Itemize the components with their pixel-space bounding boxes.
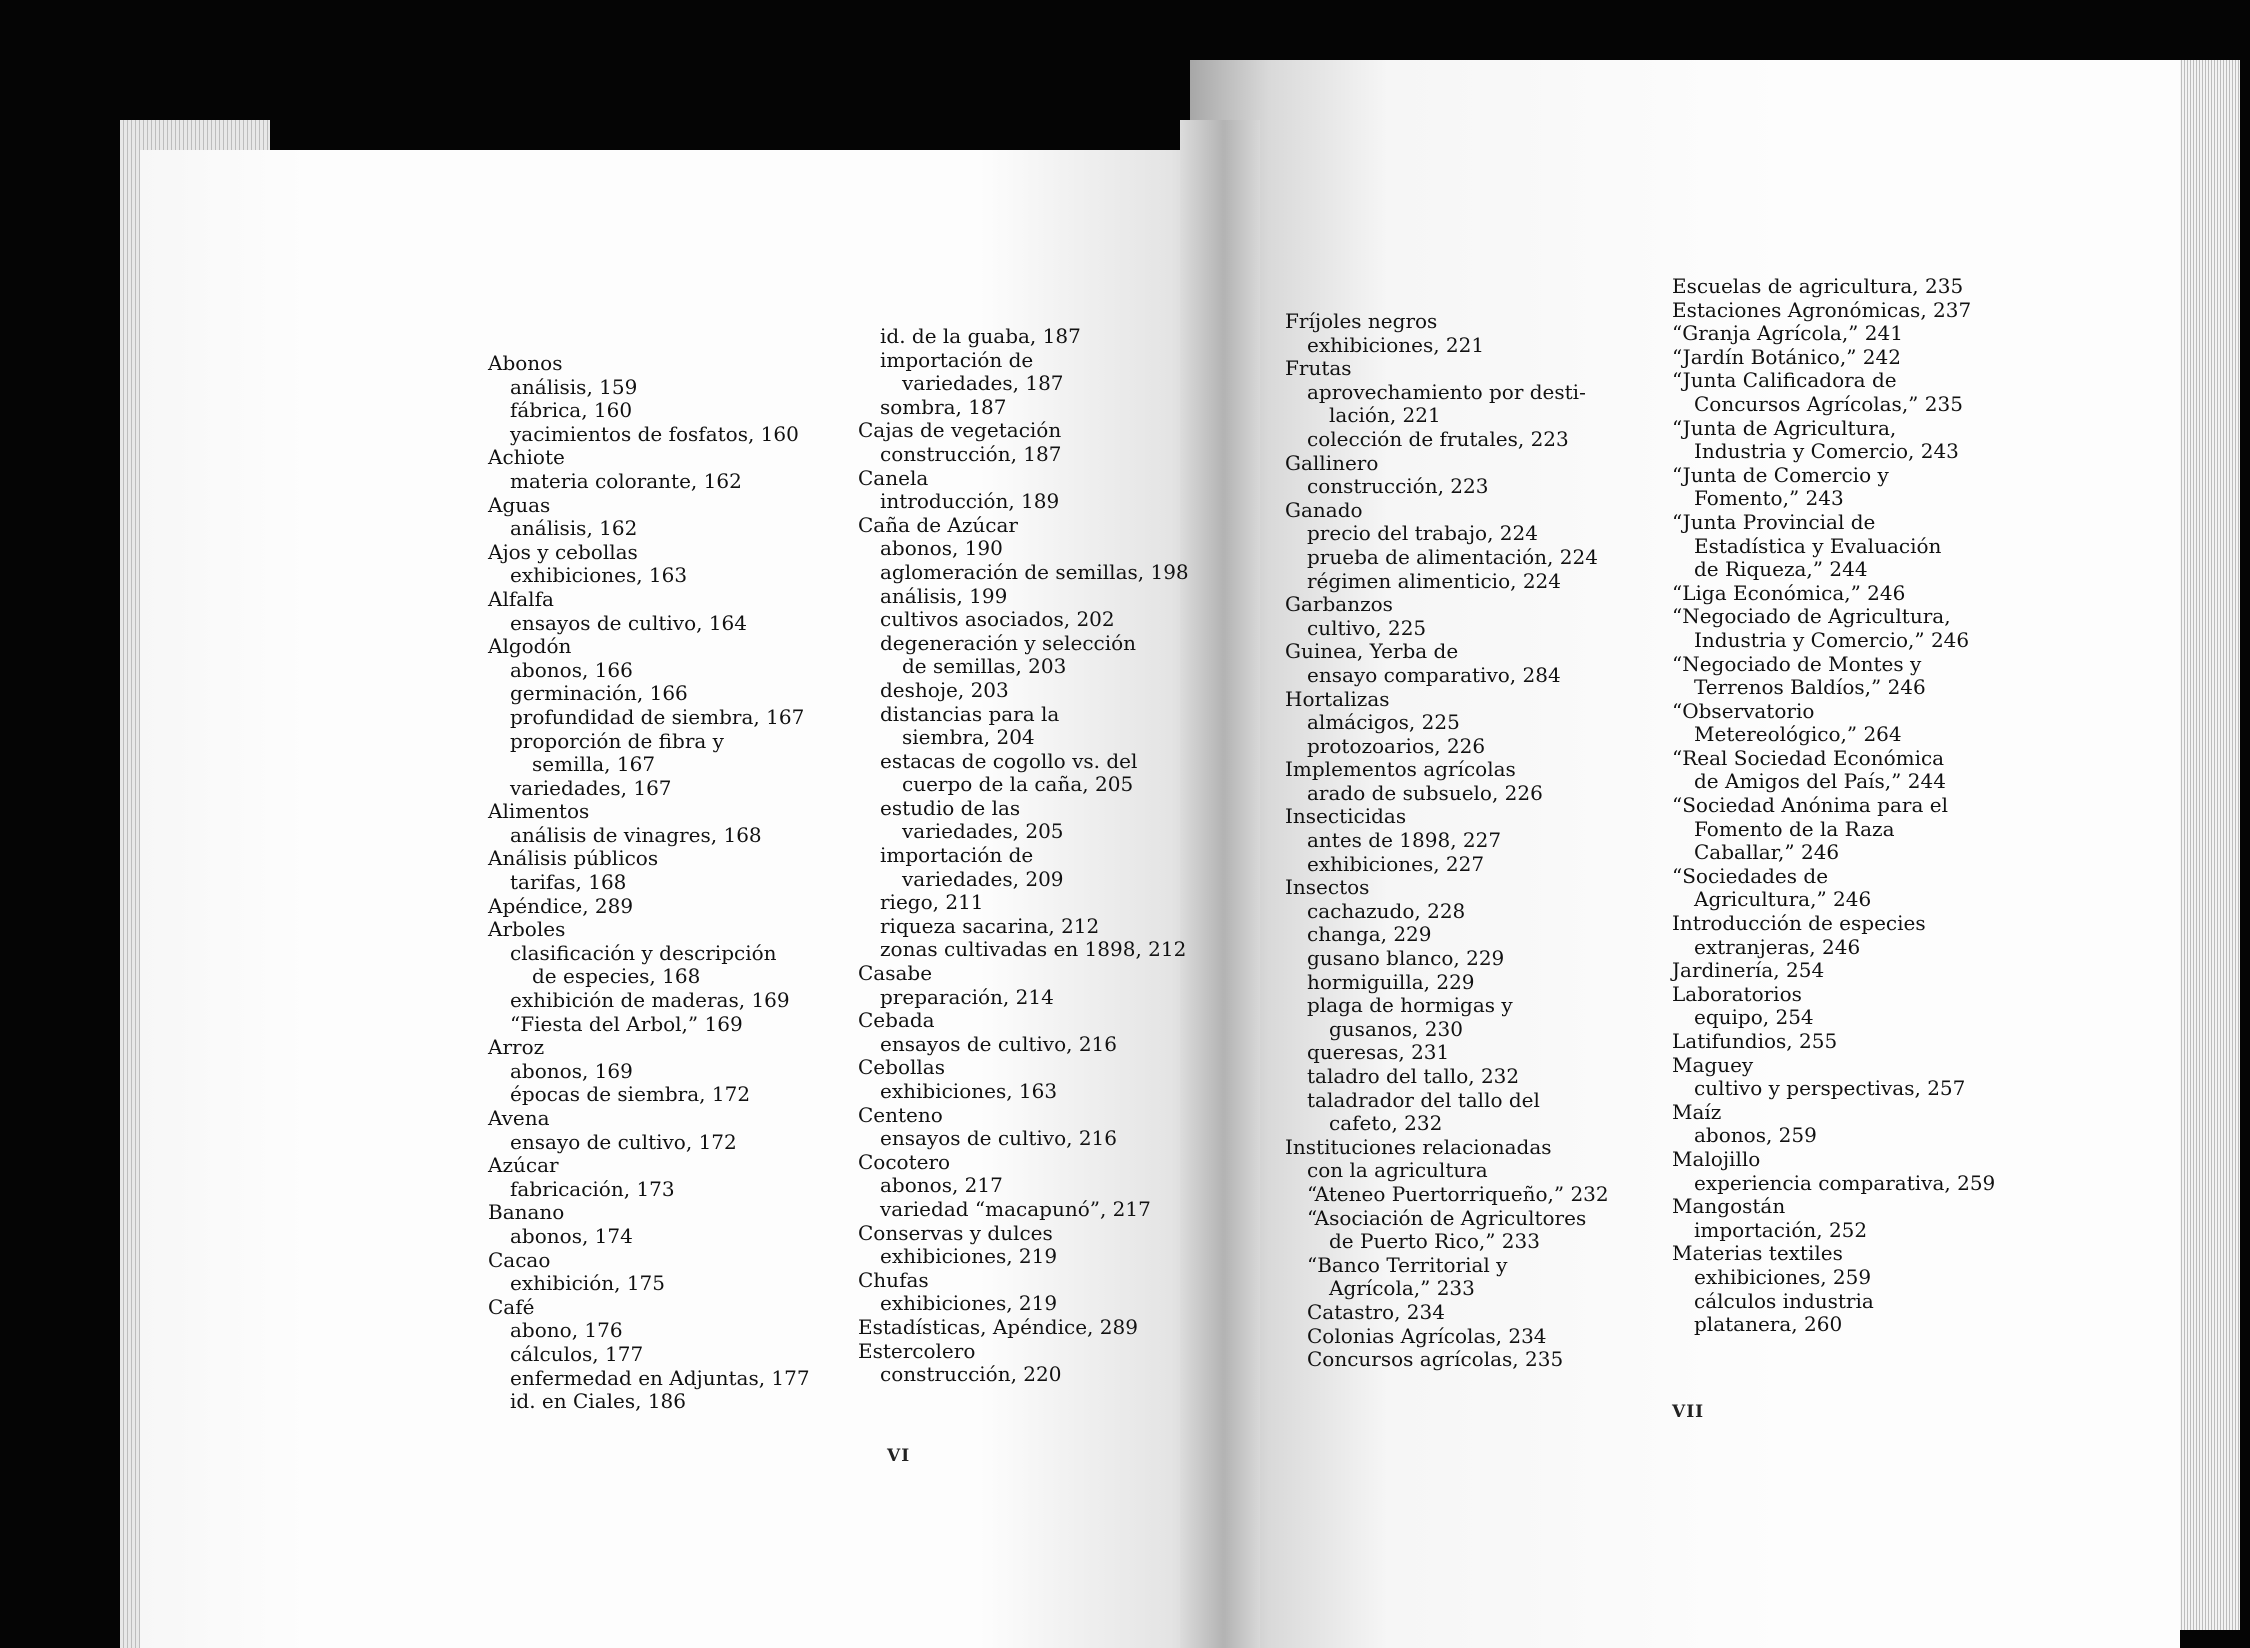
- index-subentry: “Asociación de Agricultores: [1307, 1205, 1587, 1230]
- index-subentry: Fomento,” 243: [1694, 486, 1844, 511]
- index-subentry: Metereológico,” 264: [1694, 722, 1902, 747]
- index-entry: “Observatorio: [1672, 698, 1815, 723]
- index-subentry: importación, 252: [1694, 1217, 1868, 1242]
- index-subentry: Caballar,” 246: [1694, 840, 1840, 865]
- index-subentry: platanera, 260: [1694, 1312, 1843, 1337]
- index-subentry: introducción, 189: [880, 489, 1060, 514]
- index-subentry: fábrica, 160: [510, 398, 633, 423]
- index-subentry: abonos, 166: [510, 657, 633, 682]
- index-subentry: yacimientos de fosfatos, 160: [510, 421, 799, 446]
- right-page-edge: [2170, 60, 2240, 1630]
- index-entry: Fríjoles negros: [1285, 309, 1438, 333]
- index-subentry: siembra, 204: [902, 725, 1035, 750]
- index-entry: Maíz: [1672, 1099, 1722, 1124]
- index-subentry: queresas, 231: [1307, 1040, 1450, 1065]
- index-entry: Conservas y dulces: [858, 1220, 1053, 1245]
- index-subentry: germinación, 166: [510, 681, 688, 706]
- index-subentry: importación de: [880, 843, 1034, 868]
- index-entry: Azúcar: [488, 1153, 559, 1178]
- index-entry: Achiote: [488, 445, 565, 470]
- index-entry: Arroz: [488, 1035, 545, 1060]
- index-entry: Cocotero: [858, 1149, 951, 1174]
- index-entry: Materias textiles: [1672, 1241, 1843, 1266]
- index-subentry: fabricación, 173: [510, 1176, 675, 1201]
- index-entry: Ganado: [1285, 497, 1363, 522]
- index-subentry: cultivo, 225: [1307, 615, 1427, 640]
- index-subentry: equipo, 254: [1694, 1005, 1814, 1030]
- index-subentry: Colonias Agrícolas, 234: [1307, 1323, 1547, 1348]
- index-subentry: zonas cultivadas en 1898, 212: [880, 937, 1187, 962]
- index-subentry: variedades, 209: [902, 866, 1064, 891]
- index-entry: Cacao: [488, 1247, 551, 1272]
- index-column-left-a: [488, 352, 810, 1414]
- index-entry: Implementos agrícolas: [1285, 757, 1516, 782]
- index-subentry: de Amigos del País,” 244: [1694, 769, 1946, 794]
- index-subentry: con la agricultura: [1307, 1158, 1488, 1183]
- index-entry: Alfalfa: [488, 586, 554, 611]
- index-entry: Apéndice, 289: [488, 893, 634, 918]
- book-gutter: [1180, 120, 1260, 1648]
- index-subentry: exhibiciones, 163: [880, 1079, 1058, 1103]
- index-subentry: régimen alimenticio, 224: [1307, 568, 1561, 593]
- index-entry: Canela: [858, 465, 929, 490]
- index-subentry: Concursos agrícolas, 235: [1307, 1347, 1564, 1372]
- index-subentry: materia colorante, 162: [510, 468, 742, 493]
- index-entry: “Junta Calificadora de: [1672, 368, 1897, 393]
- page-number-right: VII: [1672, 1402, 1705, 1422]
- index-subentry: variedades, 187: [902, 371, 1064, 396]
- index-subentry: ensayos de cultivo, 164: [510, 610, 748, 635]
- index-subentry: cálculos industria: [1694, 1288, 1874, 1313]
- index-subentry: clasificación y descripción: [510, 940, 777, 965]
- index-subentry: changa, 229: [1307, 922, 1432, 947]
- index-subentry: aglomeración de semillas, 198: [880, 559, 1189, 584]
- index-entry: Análisis públicos: [488, 846, 659, 871]
- index-subentry: importación de: [880, 347, 1034, 372]
- index-column-right-a: [1285, 310, 1609, 1372]
- index-subentry: ensayos de cultivo, 216: [880, 1031, 1118, 1056]
- index-subentry: exhibiciones, 219: [880, 1291, 1058, 1316]
- index-subentry: construcción, 220: [880, 1362, 1062, 1387]
- index-entry: “Sociedad Anónima para el: [1672, 793, 1948, 818]
- index-subentry: riego, 211: [880, 890, 984, 915]
- index-subentry: épocas de siembra, 172: [510, 1082, 751, 1107]
- index-entry: Chufas: [858, 1267, 929, 1292]
- index-subentry: proporción de fibra y: [510, 728, 724, 753]
- index-subentry: estudio de las: [880, 795, 1021, 820]
- index-entry: Café: [488, 1294, 535, 1319]
- index-subentry: degeneración y selección: [880, 630, 1137, 655]
- index-subentry: Agrícola,” 233: [1329, 1276, 1475, 1301]
- index-subentry: de semillas, 203: [902, 654, 1067, 679]
- index-subentry: exhibiciones, 259: [1694, 1264, 1872, 1289]
- index-entry: Mangostán: [1672, 1194, 1786, 1219]
- index-subentry: de especies, 168: [532, 964, 701, 989]
- index-entry: Cebollas: [858, 1055, 945, 1080]
- index-entry: Frutas: [1285, 356, 1352, 381]
- index-subentry: “Ateneo Puertorriqueño,” 232: [1307, 1181, 1609, 1206]
- index-entry: “Liga Económica,” 246: [1672, 580, 1906, 605]
- index-subentry: almácigos, 225: [1307, 710, 1460, 735]
- index-subentry: precio del trabajo, 224: [1307, 521, 1538, 546]
- index-entry: Estercolero: [858, 1338, 976, 1363]
- index-entry: Hortalizas: [1285, 686, 1390, 711]
- index-entry: Casabe: [858, 961, 933, 986]
- index-entry: Insecticidas: [1285, 804, 1407, 829]
- index-entry: “Junta de Agricultura,: [1672, 415, 1897, 440]
- index-subentry: Concursos Agrícolas,” 235: [1694, 391, 1963, 416]
- index-subentry: taladrador del tallo del: [1307, 1087, 1540, 1112]
- index-entry: “Real Sociedad Económica: [1672, 745, 1945, 770]
- index-subentry: gusano blanco, 229: [1307, 946, 1505, 971]
- index-entry: Gallinero: [1285, 450, 1379, 475]
- index-subentry: análisis, 199: [880, 583, 1008, 608]
- index-subentry: hormiguilla, 229: [1307, 969, 1475, 994]
- index-entry: Latifundios, 255: [1672, 1029, 1838, 1053]
- index-column-left-b: [858, 325, 1189, 1387]
- index-subentry: ensayos de cultivo, 216: [880, 1126, 1118, 1151]
- index-entry: Algodón: [488, 634, 572, 659]
- index-subentry: análisis de vinagres, 168: [510, 822, 762, 847]
- index-entry: Abonos: [488, 351, 563, 375]
- index-subentry: exhibición de maderas, 169: [510, 988, 790, 1013]
- index-subentry: Fomento de la Raza: [1694, 816, 1895, 841]
- index-entry: Aguas: [488, 492, 551, 517]
- index-subentry: preparación, 214: [880, 984, 1054, 1009]
- index-subentry: construcción, 187: [880, 441, 1062, 466]
- index-entry: Ajos y cebollas: [488, 539, 638, 564]
- index-entry: Caña de Azúcar: [858, 512, 1018, 537]
- index-subentry: Terrenos Baldíos,” 246: [1694, 675, 1926, 700]
- index-subentry: Estadística y Evaluación: [1694, 533, 1942, 558]
- index-entry: Instituciones relacionadas: [1285, 1134, 1552, 1159]
- index-subentry: ensayo de cultivo, 172: [510, 1129, 737, 1154]
- index-subentry: variedad “macapunó”, 217: [880, 1196, 1151, 1221]
- index-entry: “Junta Provincial de: [1672, 509, 1876, 534]
- index-subentry: exhibiciones, 219: [880, 1244, 1058, 1269]
- index-subentry: gusanos, 230: [1329, 1016, 1463, 1041]
- index-entry: Centeno: [858, 1102, 943, 1127]
- index-subentry: experiencia comparativa, 259: [1694, 1170, 1996, 1195]
- index-entry: Guinea, Yerba de: [1285, 639, 1459, 664]
- index-subentry: lación, 221: [1329, 403, 1441, 428]
- index-subentry: de Puerto Rico,” 233: [1329, 1229, 1540, 1254]
- index-entry: Cajas de vegetación: [858, 418, 1062, 443]
- index-entry: Avena: [488, 1106, 550, 1130]
- index-entry: “Granja Agrícola,” 241: [1672, 321, 1903, 346]
- index-subentry: exhibiciones, 227: [1307, 851, 1485, 876]
- index-subentry: cuerpo de la caña, 205: [902, 772, 1134, 797]
- index-entry: “Jardín Botánico,” 242: [1672, 344, 1901, 369]
- index-subentry: Agricultura,” 246: [1694, 887, 1872, 912]
- index-subentry: análisis, 162: [510, 516, 638, 541]
- index-subentry: antes de 1898, 227: [1307, 828, 1502, 853]
- index-entry: Banano: [488, 1200, 565, 1225]
- index-entry: Estaciones Agronómicas, 237: [1672, 297, 1972, 322]
- index-subentry: cachazudo, 228: [1307, 898, 1466, 923]
- index-column-right-b: [1672, 275, 1995, 1337]
- index-entry: Estadísticas, Apéndice, 289: [858, 1314, 1138, 1339]
- index-subentry: estacas de cogollo vs. del: [880, 748, 1138, 773]
- index-subentry: id. en Ciales, 186: [510, 1389, 686, 1414]
- index-subentry: id. de la guaba, 187: [880, 324, 1081, 348]
- index-subentry: exhibiciones, 163: [510, 563, 688, 588]
- index-subentry: extranjeras, 246: [1694, 934, 1861, 959]
- index-subentry: taladro del tallo, 232: [1307, 1064, 1520, 1088]
- index-subentry: distancias para la: [880, 701, 1060, 726]
- index-entry: Escuelas de agricultura, 235: [1672, 274, 1964, 298]
- index-subentry: cultivo y perspectivas, 257: [1694, 1076, 1966, 1101]
- index-subentry: sombra, 187: [880, 394, 1007, 419]
- index-subentry: exhibición, 175: [510, 1271, 665, 1296]
- index-subentry: variedades, 205: [902, 819, 1064, 844]
- index-subentry: abonos, 259: [1694, 1123, 1817, 1148]
- index-subentry: análisis, 159: [510, 374, 638, 399]
- index-subentry: Industria y Comercio, 243: [1694, 439, 1959, 464]
- index-subentry: ensayo comparativo, 284: [1307, 662, 1561, 687]
- index-subentry: tarifas, 168: [510, 870, 627, 895]
- index-entry: Maguey: [1672, 1052, 1754, 1077]
- page-number-left: VI: [887, 1446, 911, 1466]
- index-subentry: abono, 176: [510, 1318, 623, 1343]
- index-subentry: cultivos asociados, 202: [880, 607, 1115, 632]
- index-entry: Insectos: [1285, 875, 1370, 900]
- index-subentry: “Fiesta del Arbol,” 169: [510, 1011, 743, 1036]
- index-subentry: abonos, 174: [510, 1223, 633, 1248]
- index-entry: “Negociado de Agricultura,: [1672, 604, 1951, 629]
- index-entry: Garbanzos: [1285, 592, 1393, 617]
- index-subentry: exhibiciones, 221: [1307, 332, 1485, 357]
- index-subentry: plaga de hormigas y: [1307, 993, 1513, 1018]
- index-entry: Jardinería, 254: [1672, 958, 1825, 983]
- index-subentry: abonos, 169: [510, 1058, 633, 1083]
- index-subentry: aprovechamiento por desti-: [1307, 379, 1586, 404]
- index-subentry: Industria y Comercio,” 246: [1694, 627, 1970, 652]
- index-subentry: Catastro, 234: [1307, 1299, 1445, 1324]
- index-entry: Malojillo: [1672, 1146, 1761, 1171]
- index-subentry: riqueza sacarina, 212: [880, 913, 1100, 938]
- index-entry: Laboratorios: [1672, 981, 1802, 1006]
- index-subentry: prueba de alimentación, 224: [1307, 544, 1598, 569]
- index-subentry: arado de subsuelo, 226: [1307, 780, 1543, 805]
- index-entry: Arboles: [488, 917, 566, 942]
- index-subentry: enfermedad en Adjuntas, 177: [510, 1365, 810, 1390]
- index-entry: Alimentos: [488, 799, 590, 824]
- index-entry: “Junta de Comercio y: [1672, 462, 1889, 487]
- index-subentry: construcción, 223: [1307, 474, 1489, 499]
- index-subentry: de Riqueza,” 244: [1694, 557, 1868, 582]
- index-subentry: colección de frutales, 223: [1307, 426, 1569, 451]
- index-subentry: variedades, 167: [510, 775, 672, 800]
- index-subentry: cálculos, 177: [510, 1341, 644, 1366]
- index-entry: “Sociedades de: [1672, 863, 1829, 888]
- index-subentry: abonos, 190: [880, 536, 1003, 561]
- index-entry: Cebada: [858, 1008, 935, 1033]
- index-subentry: “Banco Territorial y: [1307, 1252, 1508, 1277]
- index-entry: Introducción de especies: [1672, 911, 1926, 936]
- index-subentry: semilla, 167: [532, 752, 656, 777]
- index-entry: “Negociado de Montes y: [1672, 651, 1922, 676]
- index-subentry: protozoarios, 226: [1307, 733, 1486, 758]
- index-subentry: deshoje, 203: [880, 677, 1009, 702]
- index-subentry: profundidad de siembra, 167: [510, 704, 805, 729]
- index-subentry: abonos, 217: [880, 1173, 1003, 1198]
- index-subentry: cafeto, 232: [1329, 1111, 1443, 1136]
